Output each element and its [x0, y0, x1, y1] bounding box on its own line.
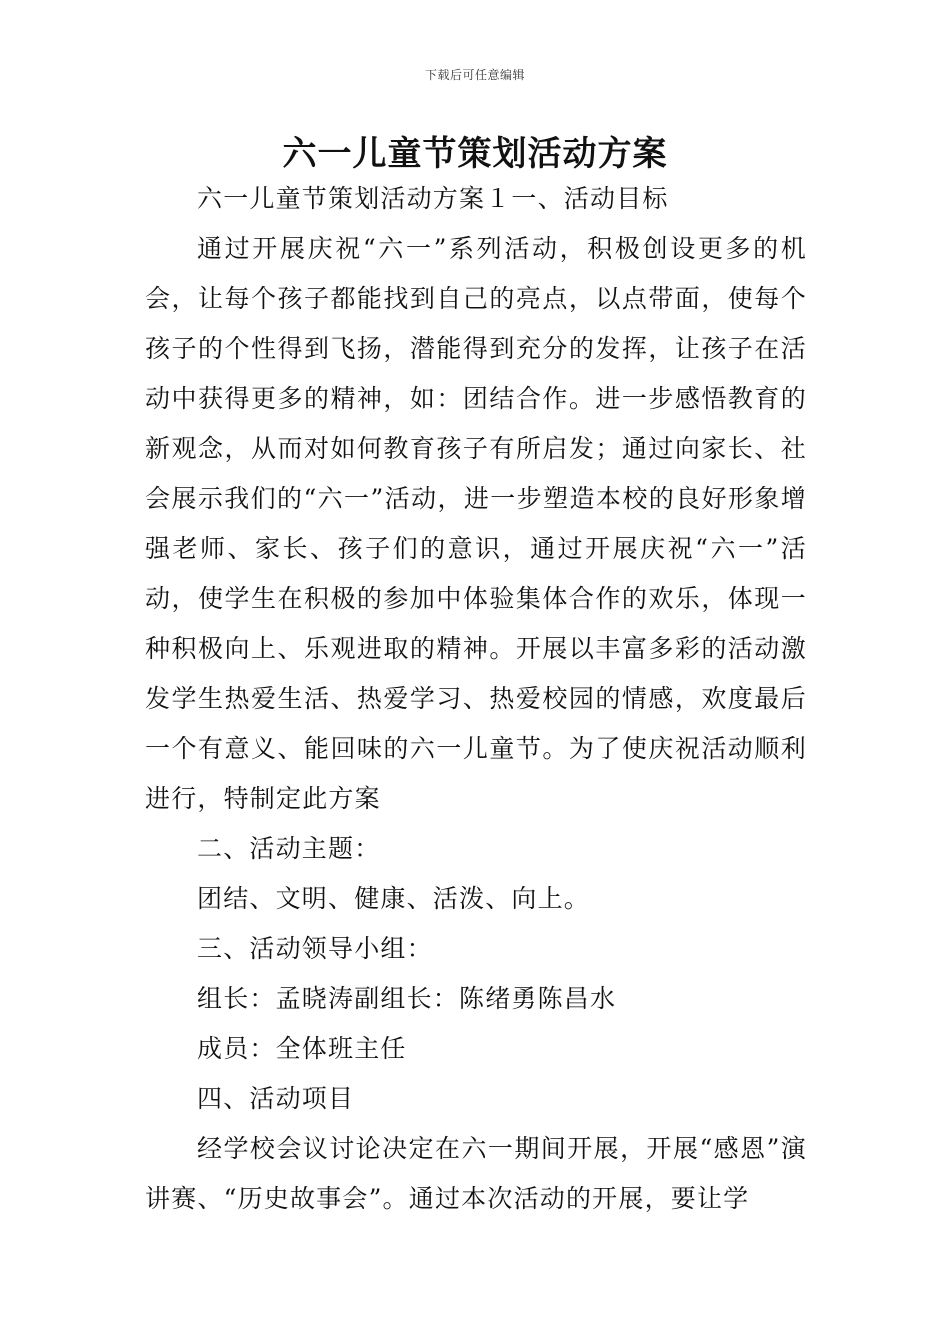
paragraph-leadership-heading: 三、活动领导小组： — [197, 934, 433, 963]
paragraph-projects: 经学校会议讨论决定在六一期间开展，开展“感恩”演讲赛、“历史故事会”。通过本次活动的开展，要让学 — [145, 1134, 807, 1213]
document-title: 六一儿童节策划活动方案 — [282, 134, 668, 174]
paragraph-projects-heading: 四、活动项目 — [197, 1084, 355, 1113]
header-note: 下载后可任意编辑 — [424, 68, 525, 82]
paragraph-members: 成员：全体班主任 — [197, 1034, 407, 1063]
paragraph-theme: 团结、文明、健康、活泼、向上。 — [197, 884, 591, 913]
paragraph-intro: 六一儿童节策划活动方案１一、活动目标 — [197, 184, 669, 213]
document-body — [145, 174, 807, 1224]
paragraph-leaders: 组长：孟晓涛副组长：陈绪勇陈昌水 — [197, 984, 617, 1013]
paragraph-theme-heading: 二、活动主题： — [197, 834, 381, 863]
paragraph-goals: 通过开展庆祝“六一”系列活动，积极创设更多的机会，让每个孩子都能找到自己的亮点，以点带面，使每个孩子的个性得到飞扬，潜能得到充分的发挥，让孩子在活动中获得更多的精神，如：团结合作。进一步感悟教育的新观念，从而对如何教育孩子有所启发；通过向家长、社会展示我们的“六一”活动，进一步塑造本校的良好形象增强老师、家长、孩子们的意识，通过开展庆祝“六一”活动，使学生在积极的参加中体验集体合作的欢乐，体现一种积极向上、乐观进取的精神。开展以丰富多彩的活动激发学生热爱生活、热爱学习、热爱校园的情感，欢度最后一个有意义、能回味的六一儿童节。为了使庆祝活动顺利进行，特制定此方案 — [145, 234, 807, 813]
